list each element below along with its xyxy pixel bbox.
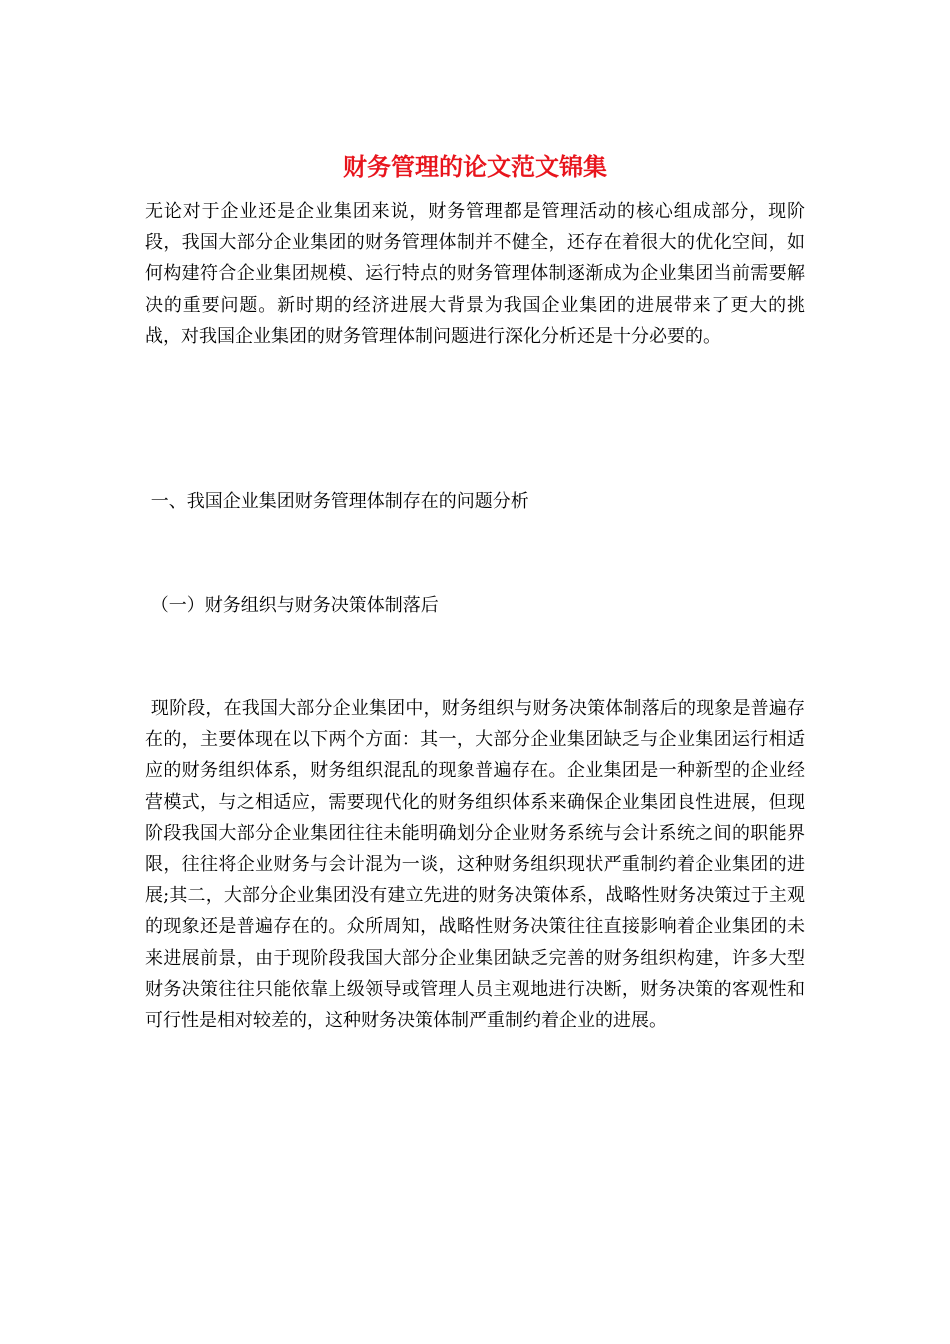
subsection-heading: （一）财务组织与财务决策体制落后 — [145, 595, 439, 616]
intro-paragraph: 无论对于企业还是企业集团来说，财务管理都是管理活动的核心组成部分，现阶段，我国大部分企业集团的财务管理体制并不健全，还存在着很大的优化空间，如何构建符合企业集团规模、运行特点的财务管理体制逐渐成为企业集团当前需要解决的重要问题。新时期的经济进展大背景为我国企业集团的进展带来了更大的挑战，对我国企业集团的财务管理体制问题进行深化分析还是十分必要的。 — [145, 201, 805, 347]
section-heading: 一、我国企业集团财务管理体制存在的问题分析 — [145, 491, 529, 512]
document-title: 财务管理的论文范文锦集 — [343, 152, 607, 181]
body-paragraph: 现阶段，在我国大部分企业集团中，财务组织与财务决策体制落后的现象是普遍存在的，主要体现在以下两个方面：其一，大部分企业集团缺乏与企业集团运行相适应的财务组织体系，财务组织混乱的现象普遍存在。企业集团是一种新型的企业经营模式，与之相适应，需要现代化的财务组织体系来确保企业集团良性进展，但现阶段我国大部分企业集团往往未能明确划分企业财务系统与会计系统之间的职能界限，往往将企业财务与会计混为一谈，这种财务组织现状严重制约着企业集团的进展;其二，大部分企业集团没有建立先进的财务决策体系，战略性财务决策过于主观的现象还是普遍存在的。众所周知，战略性财务决策往往直接影响着企业集团的未来进展前景，由于现阶段我国大部分企业集团缺乏完善的财务组织构建，许多大型财务决策往往只能依靠上级领导或管理人员主观地进行决断，财务决策的客观性和可行性是相对较差的，这种财务决策体制严重制约着企业的进展。 — [145, 698, 805, 1032]
